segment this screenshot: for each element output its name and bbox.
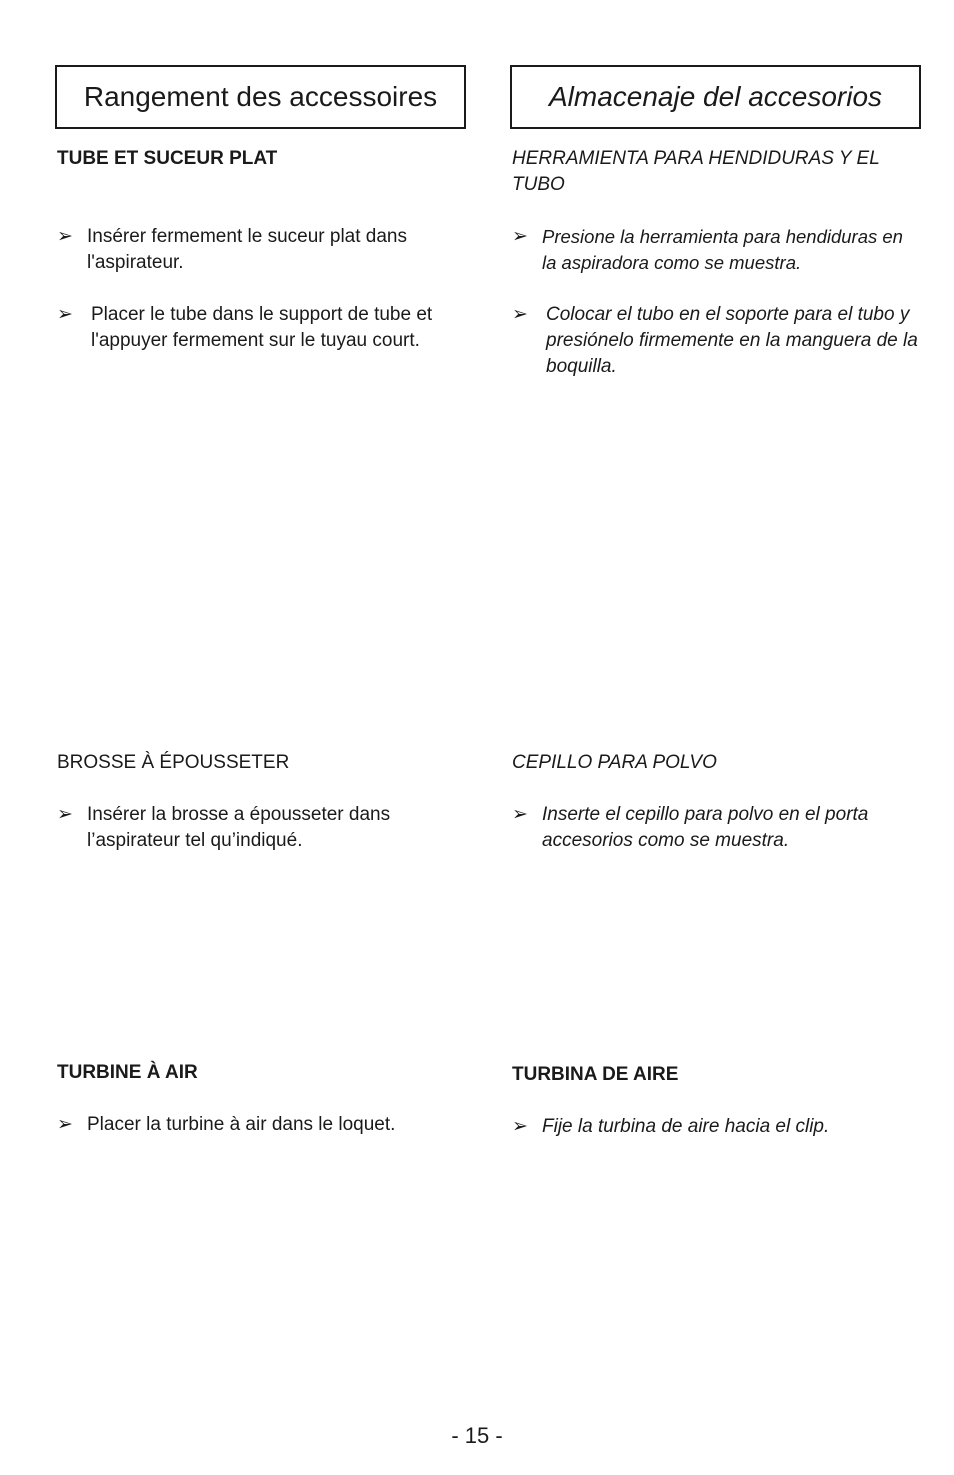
instruction-text: Insérer la brosse a épousseter dans l’aspirateur tel qu’indiqué. <box>87 804 391 851</box>
heading-cepillo: CEPILLO PARA POLVO <box>512 752 717 773</box>
arrow-bullet-icon: ➢ <box>512 304 528 325</box>
instruction-text: Inserte el cepillo para polvo en el porta accesorios como se muestra. <box>542 804 869 851</box>
section-title-es: Almacenaje del accesorios <box>510 65 921 129</box>
heading-brosse: BROSSE À ÉPOUSSETER <box>57 752 290 773</box>
instruction-text: Fije la turbina de aire hacia el clip. <box>542 1116 830 1137</box>
arrow-bullet-icon: ➢ <box>57 1114 73 1135</box>
heading-herramienta: HERRAMIENTA PARA HENDIDURAS Y EL TUBO <box>512 148 880 195</box>
instruction-text: Placer la turbine à air dans le loquet. <box>87 1114 396 1135</box>
instruction-text: Placer le tube dans le support de tube et l'appuyer fermement sur le tuyau court. <box>91 304 433 351</box>
list-item <box>512 302 922 380</box>
arrow-bullet-icon: ➢ <box>57 804 73 825</box>
instruction-text: Insérer fermement le suceur plat dans l'aspirateur. <box>87 226 407 273</box>
arrow-bullet-icon: ➢ <box>512 226 528 247</box>
heading-tube-suceur: TUBE ET SUCEUR PLAT <box>57 148 278 169</box>
list-item <box>57 1112 467 1138</box>
instruction-text: Presione la herramienta para hendiduras en la aspiradora como se muestra. <box>542 226 903 273</box>
arrow-bullet-icon: ➢ <box>57 226 73 247</box>
list-item <box>57 224 467 276</box>
arrow-bullet-icon: ➢ <box>57 304 73 325</box>
heading-turbina: TURBINA DE AIRE <box>512 1064 679 1085</box>
list-item <box>512 224 922 276</box>
heading-turbine: TURBINE À AIR <box>57 1062 198 1083</box>
instruction-text: Colocar el tubo en el soporte para el tubo y presiónelo firmemente en la manguera de la boquilla. <box>546 304 918 377</box>
section-title-fr: Rangement des accessoires <box>55 65 466 129</box>
list-item <box>512 1114 922 1140</box>
arrow-bullet-icon: ➢ <box>512 1116 528 1137</box>
arrow-bullet-icon: ➢ <box>512 804 528 825</box>
list-item <box>57 302 467 354</box>
page-number: - 15 - <box>451 1423 503 1448</box>
list-item <box>512 802 922 854</box>
list-item <box>57 802 467 854</box>
